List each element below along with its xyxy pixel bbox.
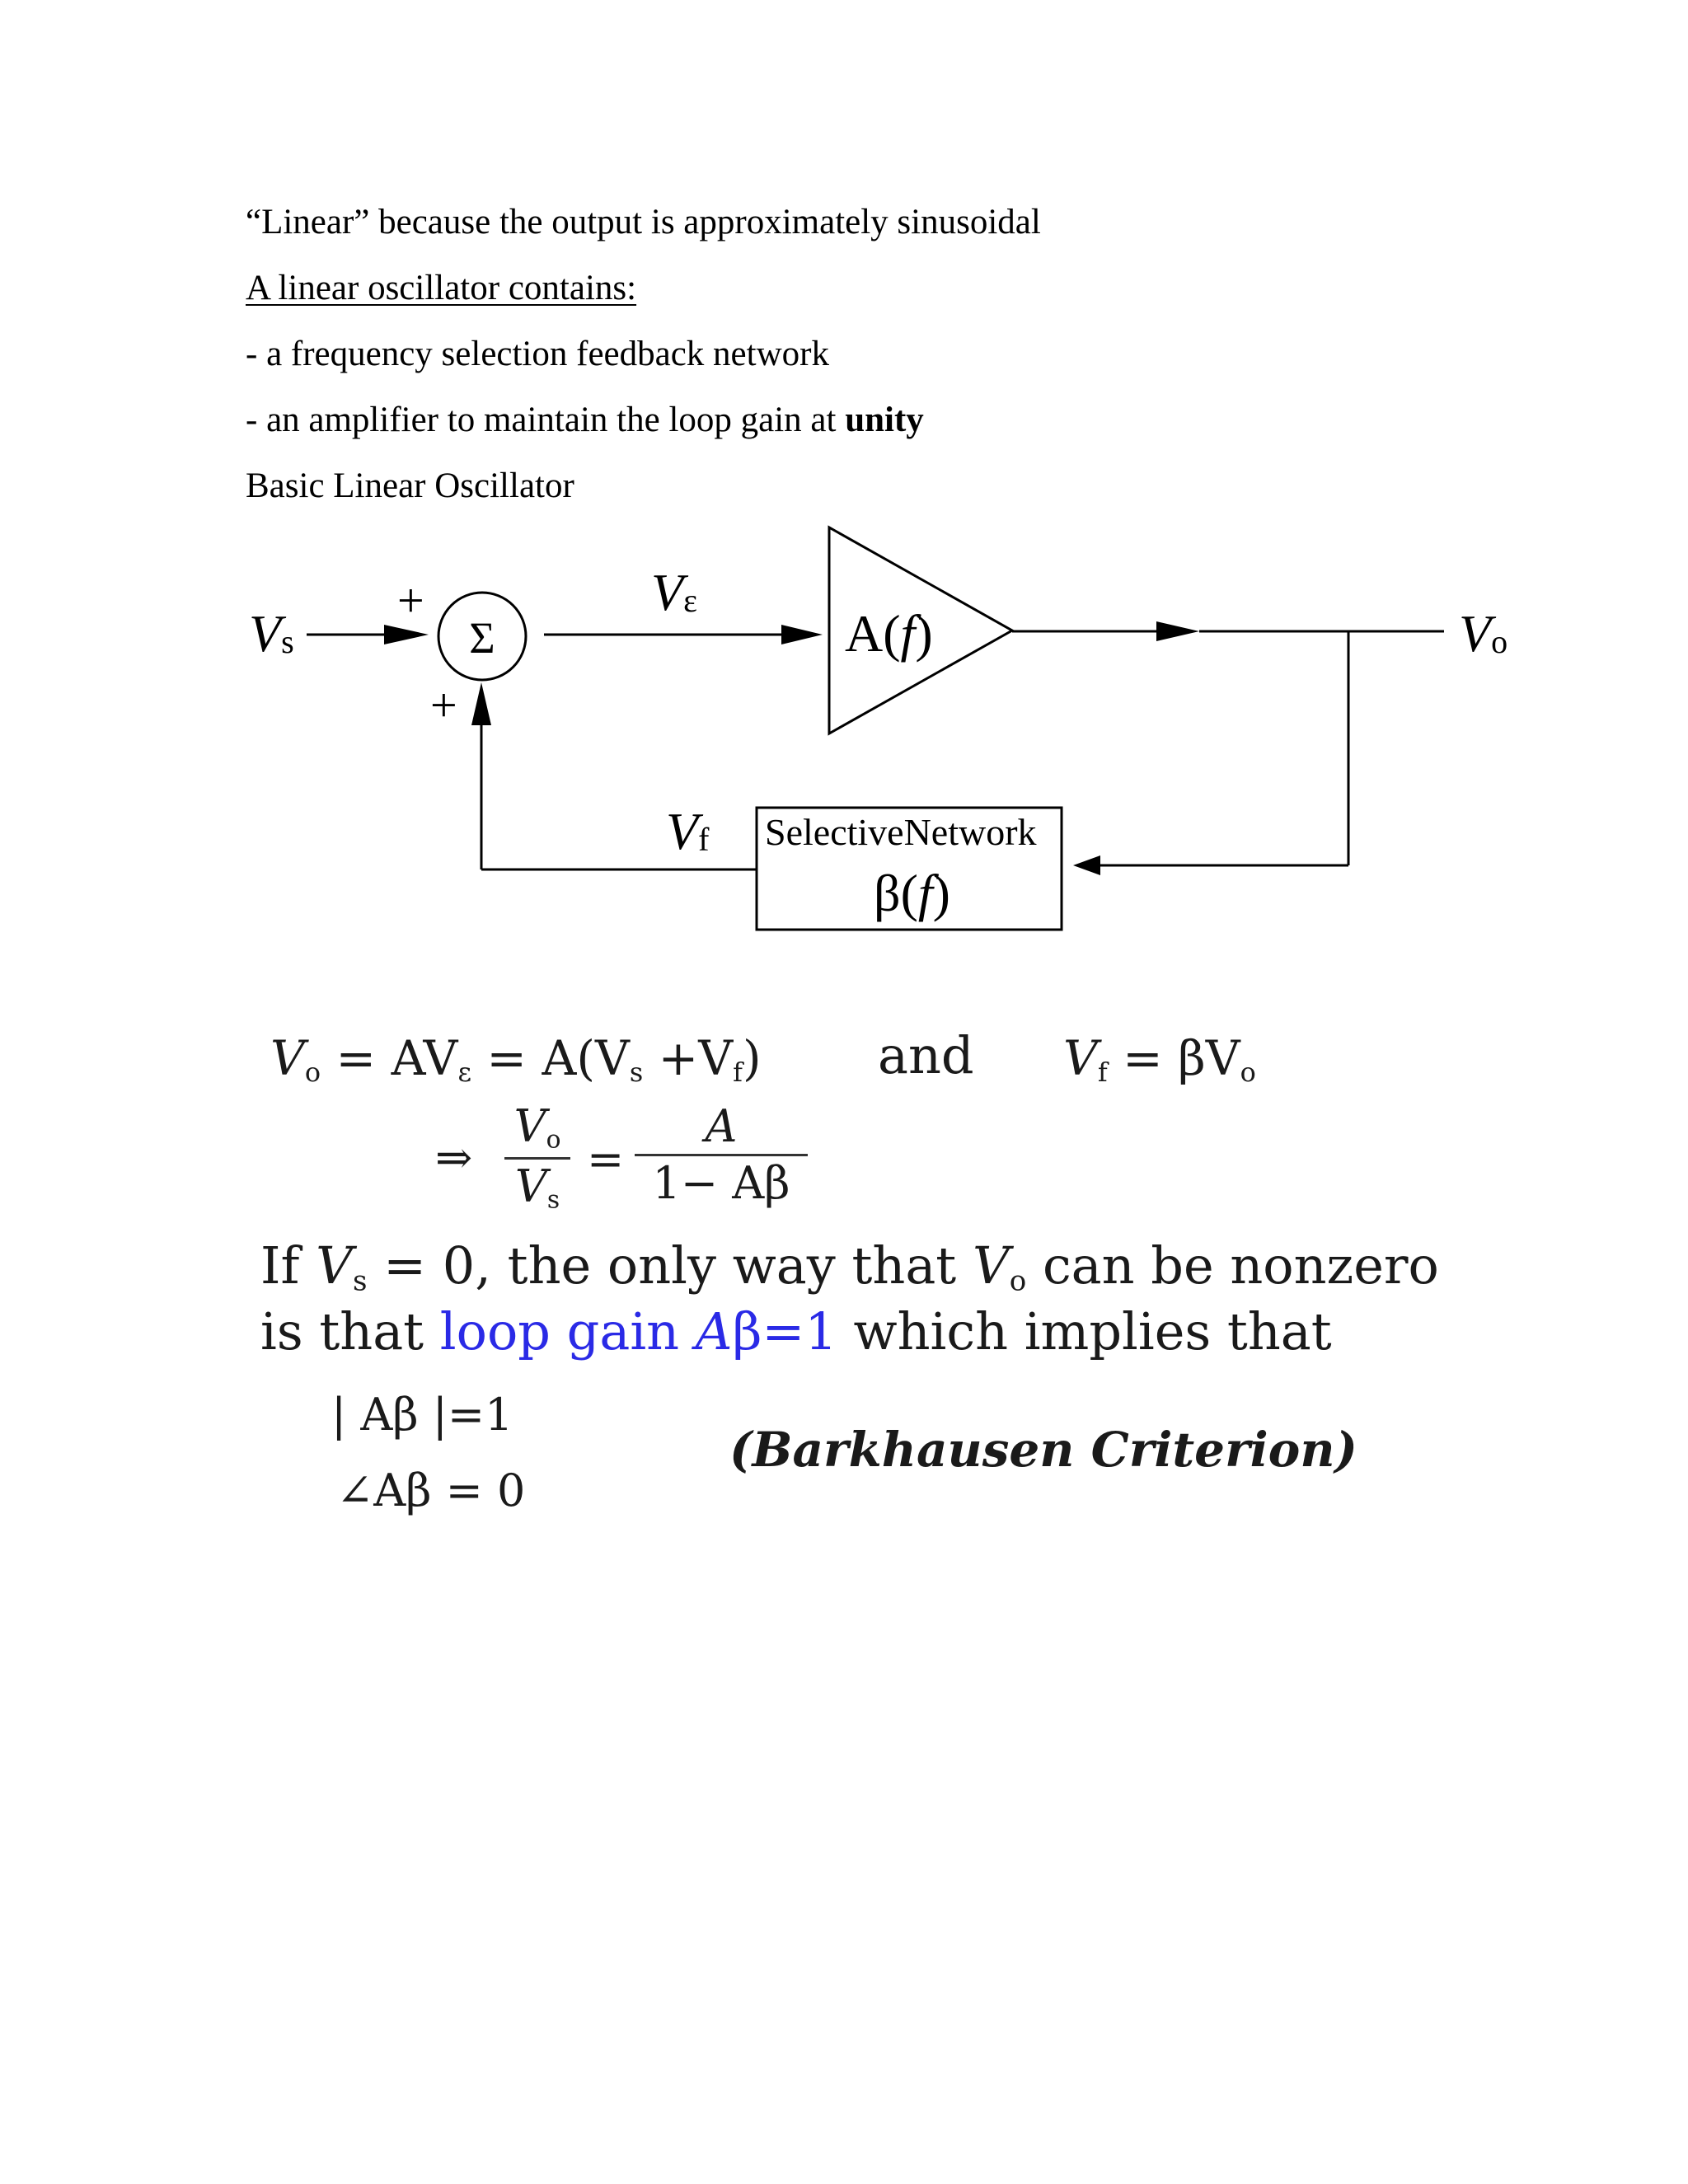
- statement-line-2: is that loop gain Aβ=1 which implies that: [260, 1301, 1332, 1361]
- selective-network-label: SelectiveNetwork: [765, 811, 1037, 853]
- implies-arrow: ⇒: [435, 1132, 473, 1183]
- feedback-label: Vf: [666, 802, 710, 860]
- intro-heading-contains: A linear oscillator contains:: [246, 269, 637, 307]
- equals-sign: =: [587, 1133, 625, 1185]
- statement-line-1: If $V_s = 0$, the only way that $V_o$ can be nonzero: [260, 1235, 1439, 1298]
- input-label: Vs: [249, 604, 294, 663]
- fraction-gain-numerator: A: [705, 1100, 738, 1152]
- equation-output: $V_o = AV_\varepsilon = A(V_s +V_f)$: [270, 1030, 762, 1088]
- amp-output-arrow: [1156, 621, 1199, 641]
- fraction-gain-bar: [635, 1154, 808, 1156]
- amplifier-label: A(f): [845, 604, 933, 663]
- feedback-arrow-up: [471, 682, 491, 725]
- criterion-magnitude: | Aβ |=1: [331, 1389, 513, 1441]
- feedback-arrow-in: [1073, 855, 1100, 875]
- criterion-phase: ∠Aβ = 0: [336, 1465, 526, 1516]
- plus-sign-bottom: +: [430, 678, 457, 732]
- output-label: Vo: [1459, 604, 1508, 663]
- equation-feedback: $V_f = \beta V_o$: [1063, 1030, 1256, 1088]
- equation-and: and: [878, 1025, 974, 1085]
- fraction-gain: [635, 1100, 808, 1209]
- fraction-gain-denominator: 1− Aβ: [652, 1157, 790, 1209]
- input-arrow: [384, 625, 429, 644]
- criterion-name: (Barkhausen Criterion): [729, 1422, 1357, 1478]
- oscillator-block-diagram: [0, 0, 1688, 989]
- selective-network-beta: β(f): [874, 864, 950, 922]
- error-label: Vε: [651, 563, 697, 621]
- intro-bullet-feedback: - a frequency selection feedback network: [246, 335, 829, 373]
- intro-line-1: “Linear” because the output is approximately sinusoidal: [246, 203, 1041, 241]
- error-arrow: [781, 625, 823, 644]
- intro-bullet-amplifier-bold: unity: [845, 401, 924, 439]
- loop-gain-highlight: loop gain Aβ=1: [439, 1301, 837, 1361]
- fraction-vs-denominator: $V_s$: [514, 1160, 560, 1215]
- intro-bullet-amplifier-text: - an amplifier to maintain the loop gain at: [246, 401, 846, 439]
- fraction-vo-numerator: $V_o$: [513, 1100, 561, 1155]
- summer-symbol: Σ: [469, 613, 495, 663]
- fraction-vo-bar: [504, 1157, 570, 1160]
- plus-sign-top: +: [397, 574, 424, 627]
- fraction-vo-vs: [504, 1100, 570, 1215]
- diagram-caption: Basic Linear Oscillator: [246, 466, 574, 505]
